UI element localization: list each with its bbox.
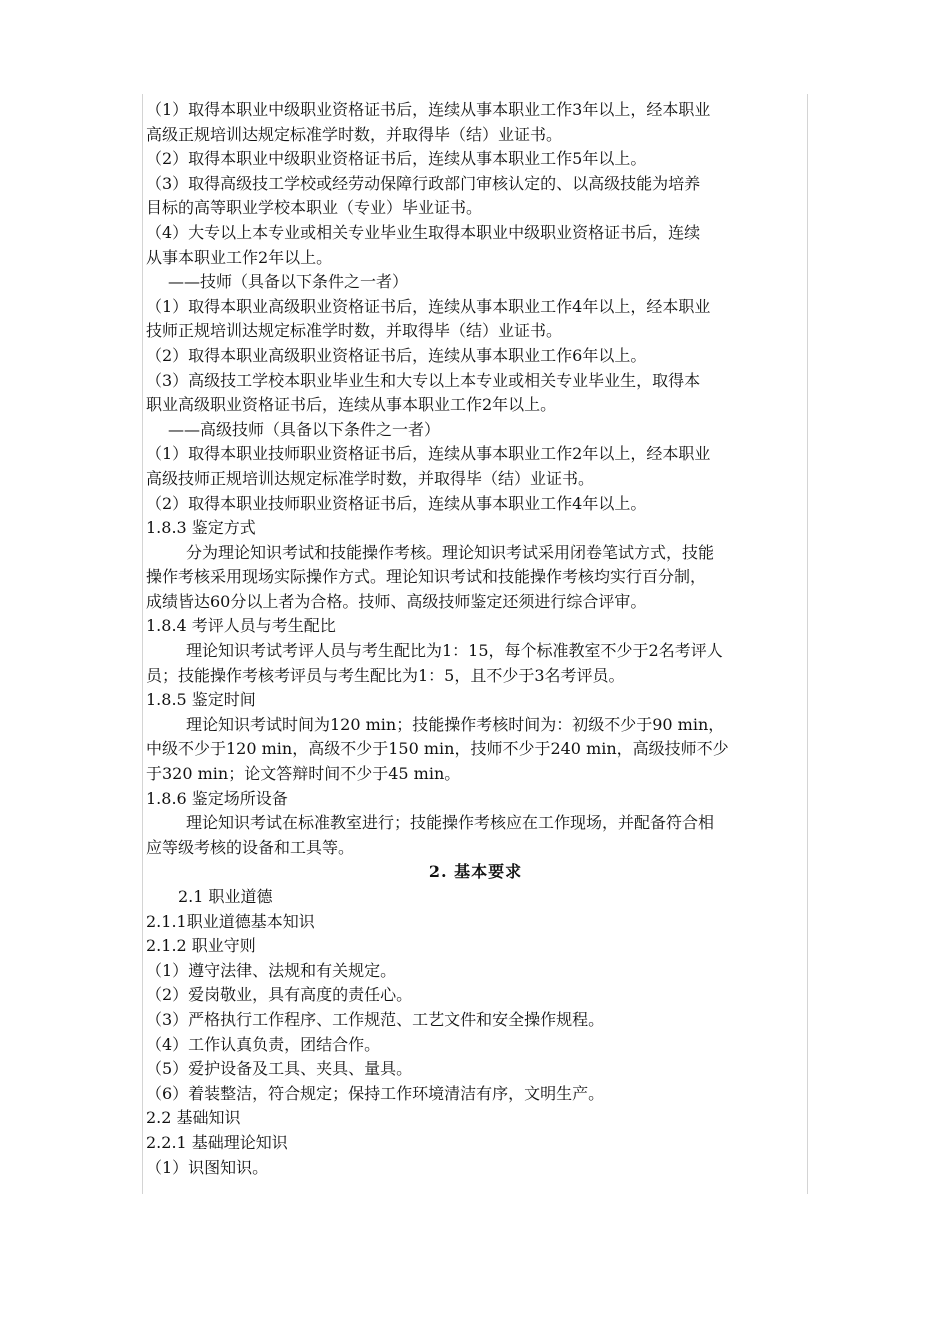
text-line: （3）高级技工学校本职业毕业生和大专以上本专业或相关专业毕业生，取得本 [146,370,701,390]
document-page [142,94,808,1194]
text-line: （6）着装整洁，符合规定；保持工作环境清洁有序，文明生产。 [146,1083,605,1103]
text-line: 2.1.1职业道德基本知识 [146,911,315,931]
text-line: （1）识图知识。 [146,1157,269,1177]
text-line: 理论知识考试在标准教室进行；技能操作考核应在工作现场，并配备符合相 [186,813,715,833]
text-line: 于320 min；论文答辩时间不少于45 min。 [146,764,461,784]
text-line: 职业高级职业资格证书后，连续从事本职业工作2年以上。 [146,395,557,415]
text-line: 员；技能操作考核考评员与考生配比为1：5，且不少于3名考评员。 [146,665,625,685]
text-line: （5）爱护设备及工具、夹具、量具。 [146,1059,413,1079]
text-line: 2.2 基础知识 [146,1108,241,1128]
text-line: 1.8.4 考评人员与考生配比 [146,616,336,636]
text-line: 高级技师正规培训达规定标准学时数，并取得毕（结）业证书。 [146,468,595,488]
text-line: 成绩皆达60分以上者为合格。技师、高级技师鉴定还须进行综合评审。 [146,591,647,611]
text-line: ——技师（具备以下条件之一者） [168,272,409,292]
text-line: （4）工作认真负责，团结合作。 [146,1034,381,1054]
text-line: 2.1.2 职业守则 [146,936,256,956]
text-line: 中级不少于120 min，高级不少于150 min，技师不少于240 min，高级技师不少 [146,739,729,759]
text-line: 分为理论知识考试和技能操作考核。理论知识考试采用闭卷笔试方式，技能 [186,542,715,562]
text-line: （1）取得本职业高级职业资格证书后，连续从事本职业工作4年以上，经本职业 [146,296,711,316]
text-line: 理论知识考试时间为120 min；技能操作考核时间为：初级不少于90 min， [186,714,725,734]
text-line: （3）严格执行工作程序、工作规范、工艺文件和安全操作规程。 [146,1009,605,1029]
text-line: （1）取得本职业技师职业资格证书后，连续从事本职业工作2年以上，经本职业 [146,444,711,464]
text-line: 1.8.6 鉴定场所设备 [146,788,288,808]
text-line: 操作考核采用现场实际操作方式。理论知识考试和技能操作考核均实行百分制， [146,567,707,587]
text-line: 1.8.3 鉴定方式 [146,518,256,538]
text-line: （2）取得本职业技师职业资格证书后，连续从事本职业工作4年以上。 [146,493,647,513]
text-line: （2）取得本职业高级职业资格证书后，连续从事本职业工作6年以上。 [146,345,647,365]
text-line: 目标的高等职业学校本职业（专业）毕业证书。 [146,198,483,218]
section-heading: 2. 基本要求 [428,862,523,882]
text-line: 高级正规培训达规定标准学时数，并取得毕（结）业证书。 [146,124,563,144]
text-line: （1）遵守法律、法规和有关规定。 [146,960,397,980]
text-line: 技师正规培训达规定标准学时数，并取得毕（结）业证书。 [146,321,563,341]
text-line: 2.2.1 基础理论知识 [146,1132,288,1152]
text-line: 2.1 职业道德 [178,887,273,906]
text-line: （2）取得本职业中级职业资格证书后，连续从事本职业工作5年以上。 [146,149,647,169]
text-line: （1）取得本职业中级职业资格证书后，连续从事本职业工作3年以上，经本职业 [146,100,711,119]
text-line: ——高级技师（具备以下条件之一者） [168,419,441,439]
text-line: 应等级考核的设备和工具等。 [146,837,355,857]
text-line: （3）取得高级技工学校或经劳动保障行政部门审核认定的、以高级技能为培养 [146,173,701,193]
text-line: 理论知识考试考评人员与考生配比为1：15，每个标准教室不少于2名考评人 [186,641,723,661]
text-line: 从事本职业工作2年以上。 [146,247,333,267]
text-line: （4）大专以上本专业或相关专业毕业生取得本职业中级职业资格证书后，连续 [146,222,701,242]
text-line: （2）爱岗敬业，具有高度的责任心。 [146,985,413,1005]
text-line: 1.8.5 鉴定时间 [146,690,256,710]
